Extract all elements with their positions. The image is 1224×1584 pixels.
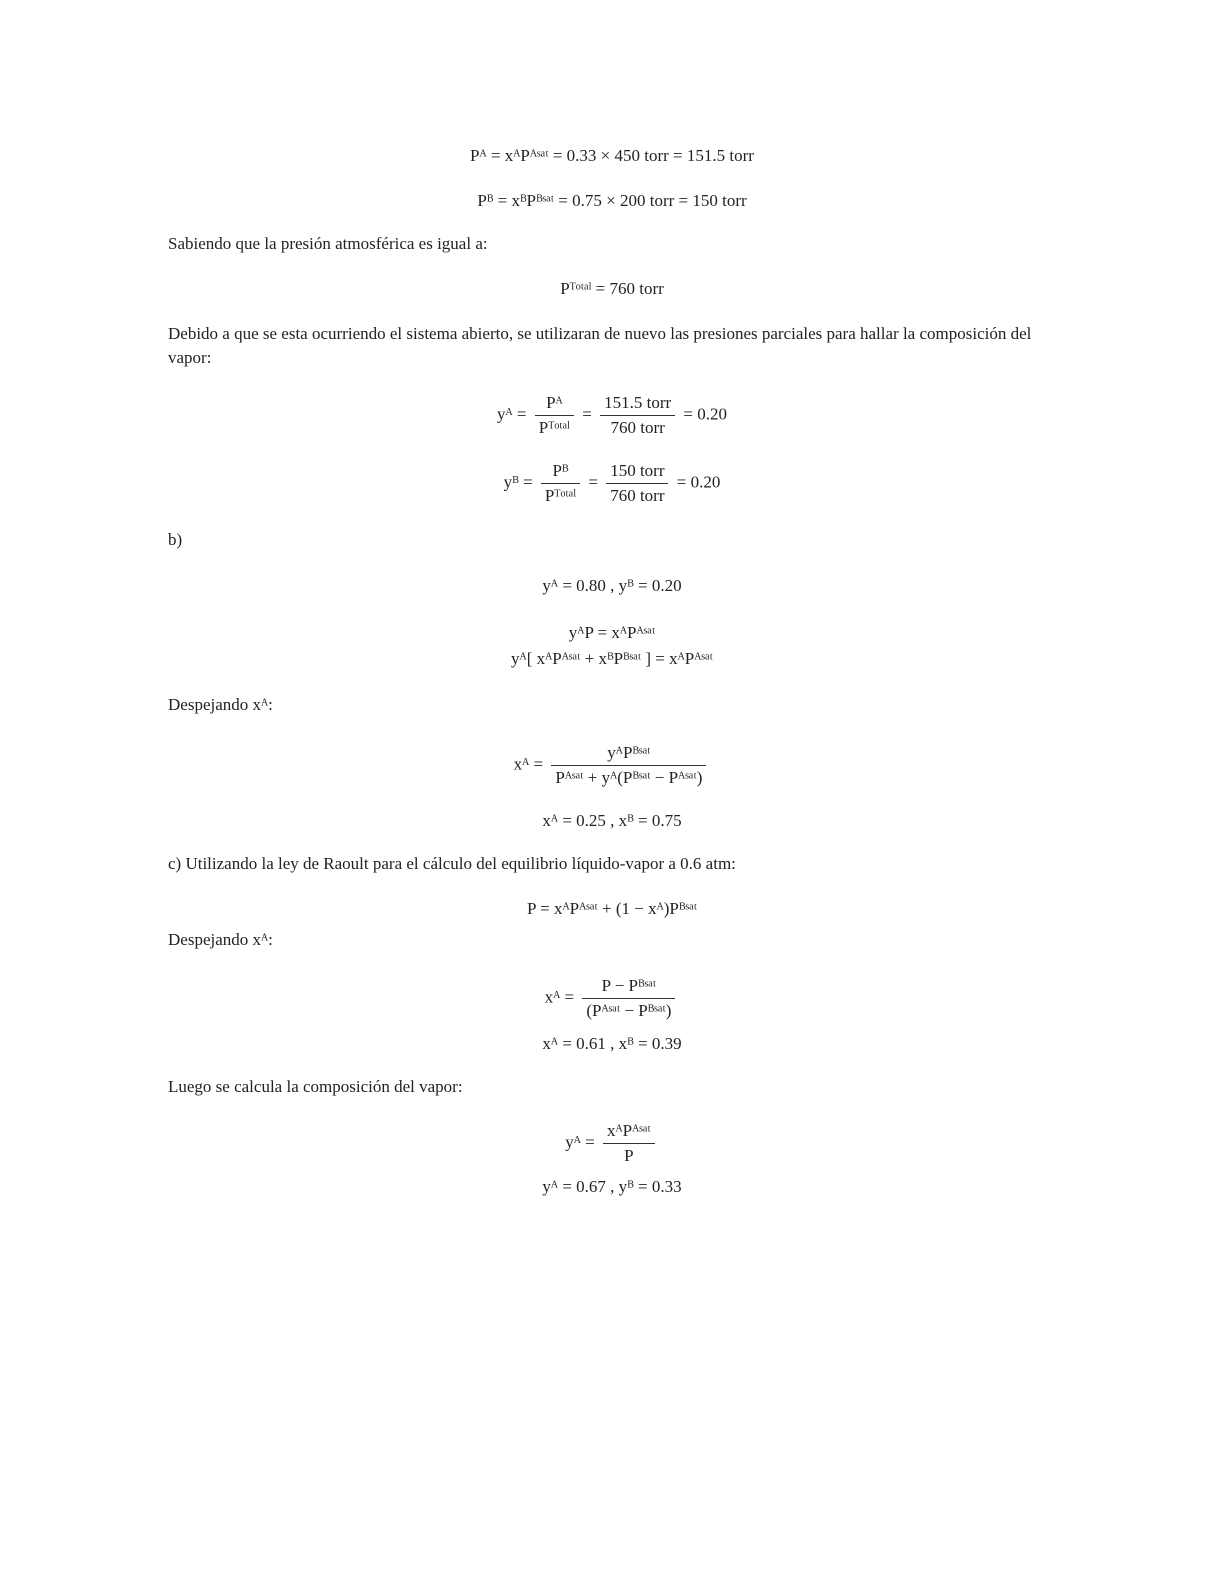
eq4-fraction-2	[600, 392, 675, 439]
eq4-numerator: Pᴬ	[535, 392, 574, 416]
eq5-fraction-2	[606, 460, 668, 507]
eq11-numerator: P − Pᴮˢᵃᵗ	[582, 975, 675, 999]
eq13-numerator: xᴬPᴬˢᵃᵗ	[603, 1120, 655, 1144]
eq8-numerator: yᴬPᴮˢᵃᵗ	[551, 742, 706, 766]
equation-vapor-fraction-a	[0, 392, 1224, 439]
equation-vapor-fraction-b	[0, 460, 1224, 507]
equation-partial-pressure-a: Pᴬ = xᴬPᴬˢᵃᵗ = 0.33 × 450 torr = 151.5 torr	[470, 146, 754, 165]
equation-liquid-fraction-c	[0, 975, 1224, 1022]
eq5-fraction-1	[541, 460, 580, 507]
equation-raoult-total: P = xᴬPᴬˢᵃᵗ + (1 − xᴬ)Pᴮˢᵃᵗ	[527, 899, 697, 918]
eq13-denominator: P	[624, 1146, 634, 1165]
eq4-left: yᴬ =	[497, 404, 531, 424]
eq8-denominator: Pᴬˢᵃᵗ + yᴬ(Pᴮˢᵃᵗ − Pᴬˢᵃᵗ)	[555, 768, 703, 787]
eq5-numerator-2: 150 torr	[606, 460, 668, 484]
paragraph-atmospheric-pressure: Sabiendo que la presión atmosférica es igual a:	[168, 234, 488, 253]
paragraph-vapor-composition: Luego se calcula la composición del vapor:	[168, 1077, 463, 1096]
paragraph-solve-xa-1: Despejando xᴬ:	[168, 695, 273, 714]
eq4-denominator-2: 760 torr	[610, 418, 665, 437]
eq4-denominator: Pᵀᵒᵗᵃˡ	[538, 418, 571, 437]
eq4-fraction-1	[535, 392, 574, 439]
paragraph-open-system: Debido a que se esta ocurriendo el sistema abierto, se utilizaran de nuevo las presiones parciales para hallar la composición del vapor:	[168, 324, 1032, 367]
eq11-denominator: (Pᴬˢᵃᵗ − Pᴮˢᵃᵗ)	[586, 1001, 672, 1020]
eq4-numerator-2: 151.5 torr	[600, 392, 675, 416]
eq5-numerator: Pᴮ	[541, 460, 580, 484]
equation-partial-pressure-b: Pᴮ = xᴮPᴮˢᵃᵗ = 0.75 × 200 torr = 150 torr	[477, 191, 747, 210]
equation-raoult-1: yᴬP = xᴬPᴬˢᵃᵗ	[568, 623, 656, 642]
equation-liquid-result: xᴬ = 0.25 , xᴮ = 0.75	[542, 811, 682, 830]
eq5-denominator-2: 760 torr	[610, 486, 665, 505]
eq5-denominator: Pᵀᵒᵗᵃˡ	[544, 486, 577, 505]
eq5-right: = 0.20	[672, 472, 721, 492]
eq8-left: xᴬ =	[513, 754, 548, 774]
eq11-left: xᴬ =	[544, 987, 579, 1007]
equation-raoult-2: yᴬ[ xᴬPᴬˢᵃᵗ + xᴮPᴮˢᵃᵗ ] = xᴬPᴬˢᵃᵗ	[511, 649, 713, 668]
eq4-right: = 0.20	[679, 404, 727, 424]
paragraph-solve-xa-2: Despejando xᴬ:	[168, 930, 273, 949]
eq5-mid: =	[584, 472, 603, 492]
paragraph-part-b: b)	[168, 530, 183, 549]
equation-given-vapor: yᴬ = 0.80 , yᴮ = 0.20	[542, 576, 682, 595]
equation-vapor-fraction-c	[0, 1120, 1224, 1167]
equation-liquid-result-c: xᴬ = 0.61 , xᴮ = 0.39	[542, 1034, 682, 1053]
eq8-fraction	[551, 742, 706, 789]
eq13-fraction	[603, 1120, 655, 1167]
paragraph-part-c: c) Utilizando la ley de Raoult para el cálculo del equilibrio líquido-vapor a 0.6 atm:	[168, 854, 736, 873]
eq5-left: yᴮ =	[503, 472, 537, 492]
eq11-fraction	[582, 975, 675, 1022]
equation-total-pressure: Pᵀᵒᵗᵃˡ = 760 torr	[560, 279, 664, 298]
eq4-mid: =	[578, 404, 597, 424]
equation-vapor-result-c: yᴬ = 0.67 , yᴮ = 0.33	[542, 1177, 682, 1196]
eq13-left: yᴬ =	[565, 1132, 599, 1152]
equation-liquid-fraction	[0, 742, 1224, 789]
